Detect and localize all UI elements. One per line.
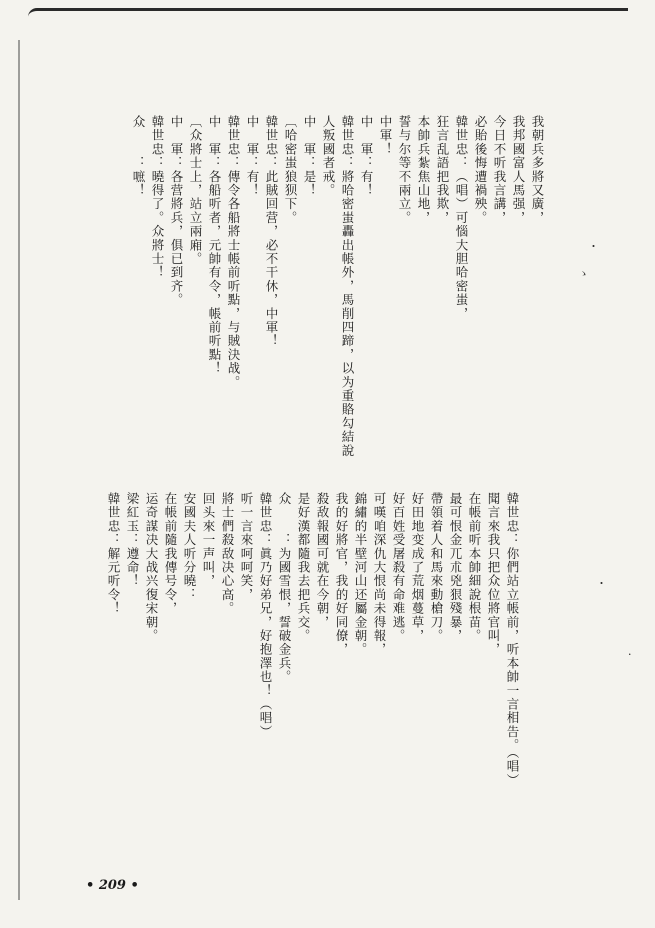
text-column: 可嘆咱深仇大恨尚未得報，	[372, 492, 387, 657]
text-column: 听一言來呵呵笑，	[239, 492, 254, 602]
text-column: 运奇謀决大战兴復宋朝。	[144, 492, 159, 643]
page-binding-shadow	[18, 40, 30, 900]
text-column: 好百姓受屠殺有命难逃。	[391, 492, 406, 643]
text-column: 韓世忠：曉得了。众將士！	[150, 115, 165, 280]
text-column: 錦繡的半壁河山还屬金朝。	[353, 492, 368, 657]
text-column: 众 ：嗻！	[131, 115, 146, 198]
text-column: 本帥兵紮焦山地，	[416, 115, 431, 225]
lower-text-block	[104, 492, 560, 792]
text-column: 〔众將士上，站立兩廂。	[188, 115, 203, 266]
text-column: 在帳前听本帥細說根苗。	[467, 492, 482, 643]
text-column: 聞言來我只把众位將官叫，	[486, 492, 501, 657]
page-number: • 209 •	[86, 878, 139, 893]
text-column: 〔哈密蚩狼狈下。	[283, 115, 298, 225]
text-column: 帶領着人和馬來動槍刀。	[429, 492, 444, 643]
text-column: 中軍！	[378, 115, 393, 157]
text-column: 好田地变成了荒烟蔓草，	[410, 492, 425, 643]
text-column: 中 軍：是！	[302, 115, 317, 198]
text-column: 在帳前隨我傳号令，	[163, 492, 178, 616]
text-column: 我的好將官，我的好同僚，	[334, 492, 349, 657]
text-column: 韓世忠：眞乃好弟兄，好抱澤也！（唱）	[258, 492, 273, 739]
text-column: 众 ：为國雪恨，誓破金兵。	[277, 492, 292, 684]
upper-text-block	[129, 115, 585, 485]
text-column: 韓世忠：（唱）可惱大胆哈密蚩，	[454, 115, 469, 321]
text-column: 最可恨金兀朮兇狠殘暴，	[448, 492, 463, 643]
text-column: 將士們殺敌决心高。	[220, 492, 235, 616]
text-column: 韓世忠：你們站立帳前，听本帥一言相告。（唱）	[505, 492, 520, 788]
text-column: 是好漢都隨我去把兵交。	[296, 492, 311, 643]
text-column: 韓世忠：傳令各船將士帳前听點，与賊決战。	[226, 115, 241, 389]
text-column: 人叛國者戒。	[321, 115, 336, 198]
text-column: 今日不听我言講，	[492, 115, 507, 225]
text-column: 梁紅玉：遵命！	[125, 492, 140, 588]
text-column: 殺敌報國可就在今朝，	[315, 492, 330, 629]
text-column: 韓世忠：解元听令！	[106, 492, 121, 616]
text-column: 中 軍：有！	[359, 115, 374, 198]
text-column: 中 軍：各营將兵，俱已到齐。	[169, 115, 184, 307]
text-column: 誓与尔等不兩立。	[397, 115, 412, 225]
print-speck: ·	[628, 648, 632, 661]
text-column: 回头來一声叫，	[201, 492, 216, 588]
text-column: 狂言乱語把我欺，	[435, 115, 450, 225]
text-column: 中 軍：有！	[245, 115, 260, 198]
text-column: 我朝兵多將又廣，	[530, 115, 545, 225]
text-column: 安國夫人听分曉：	[182, 492, 197, 602]
page-edge-shadow	[28, 8, 628, 17]
print-speck: ゝ	[578, 267, 589, 280]
print-speck: ・	[596, 577, 607, 590]
text-column: 中 軍：各船听者，元帥有令，帳前听點！	[207, 115, 222, 376]
text-column: 必貽後悔遭禍殃。	[473, 115, 488, 225]
text-column: 我邦國富人馬强，	[511, 115, 526, 225]
print-speck: ・	[588, 240, 599, 253]
text-column: 韓世忠：將哈密蚩轟出帳外，馬削四蹄，以为重賂勾結說	[340, 115, 355, 458]
text-column: 韓世忠：此賊回营，必不干休，中軍！	[264, 115, 279, 348]
